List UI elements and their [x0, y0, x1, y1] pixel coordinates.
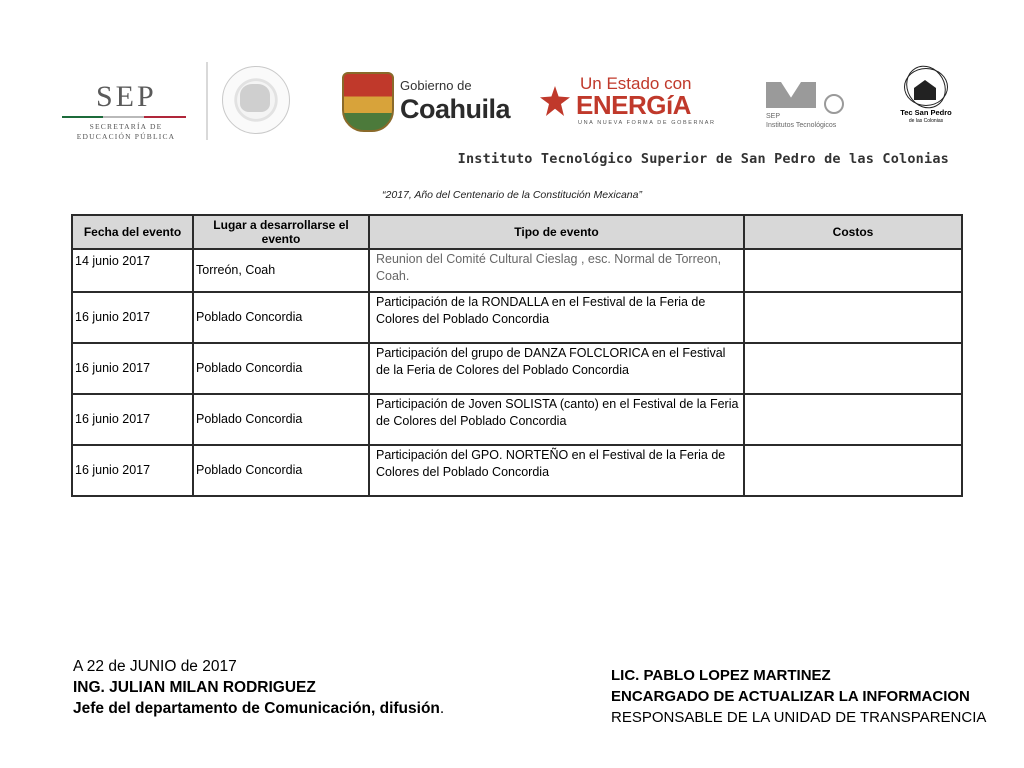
tecnm-logo [764, 80, 854, 132]
coahuila-shield-icon [342, 72, 394, 132]
column-header-type: Tipo de evento [369, 215, 744, 249]
year-motto: “2017, Año del Centenario de la Constitución Mexicana” [382, 189, 642, 201]
event-date: 16 junio 2017 [72, 394, 193, 445]
sep-logo-bar [62, 116, 186, 118]
signer-role-right-2: RESPONSABLE DE LA UNIDAD DE TRANSPARENCIA [611, 709, 987, 726]
table-header-row [72, 215, 962, 249]
event-place: Poblado Concordia [193, 292, 369, 343]
signer-role-left-end: . [439, 700, 445, 717]
coahuila-logo [400, 76, 530, 126]
sep-logo-subtitle [56, 122, 196, 142]
tsp-label-line1: Tec San Pedro [900, 108, 952, 117]
tecnm-label-line1: SEP [766, 113, 781, 120]
signature-block-right [611, 665, 986, 728]
report-date: A 22 de JUNIO de 2017 [73, 658, 237, 675]
event-cost [744, 292, 962, 343]
event-place: Poblado Concordia [193, 343, 369, 394]
column-header-cost: Costos [744, 215, 962, 249]
event-type: Reunion del Comité Cultural Cieslag , esc. Normal de Torreon, Coah. [369, 249, 744, 292]
event-cost [744, 343, 962, 394]
sep-logo [56, 70, 206, 140]
events-table [71, 214, 963, 497]
event-place: Torreón, Coah [193, 249, 369, 292]
tecnm-m-icon [766, 82, 816, 108]
energia-star-icon [540, 86, 570, 116]
event-date: 16 junio 2017 [72, 292, 193, 343]
event-date: 14 junio 2017 [72, 249, 193, 292]
event-place: Poblado Concordia [193, 445, 369, 496]
signer-role-left [73, 698, 444, 719]
coahuila-logo-small: Gobierno de [400, 78, 472, 93]
event-date: 16 junio 2017 [72, 343, 193, 394]
signer-role-right-1: ENCARGADO DE ACTUALIZAR LA INFORMACION [611, 688, 970, 705]
signer-name-left: ING. JULIAN MILAN RODRIGUEZ [73, 679, 316, 696]
tec-san-pedro-label [896, 108, 956, 126]
tecnm-logo-label [766, 112, 836, 130]
table-row [72, 343, 962, 394]
eagle-icon [240, 84, 270, 112]
table-row [72, 445, 962, 496]
sep-logo-word: SEP [96, 80, 157, 113]
energia-logo [540, 72, 720, 128]
energia-logo-top: Un Estado con [580, 74, 692, 93]
column-header-place: Lugar a desarrollarse el evento [193, 215, 369, 249]
energia-logo-tagline: UNA NUEVA FORMA DE GOBERNAR [578, 120, 716, 126]
event-type: Participación del grupo de DANZA FOLCLORICA en el Festival de la Feria de Colores del Poblado Concordia [369, 343, 744, 394]
event-type: Participación de la RONDALLA en el Festival de la Feria de Colores del Poblado Concordia [369, 292, 744, 343]
energia-logo-big: ENERGíA [576, 90, 691, 120]
table-row [72, 249, 962, 292]
mexico-coat-of-arms-icon [206, 62, 290, 140]
sep-subtitle-line2: EDUCACIÓN PÚBLICA [76, 132, 176, 141]
event-date: 16 junio 2017 [72, 445, 193, 496]
logo-strip [56, 62, 956, 142]
event-cost [744, 394, 962, 445]
tsp-label-line2: de las Colonias [908, 118, 944, 124]
institute-name: Instituto Tecnológico Superior de San Pedro de las Colonias [457, 151, 949, 167]
signer-role-left-text: Jefe del departamento de Comunicación, difusión [73, 700, 440, 717]
event-type: Participación del GPO. NORTEÑO en el Festival de la Feria de Colores del Poblado Concordia [369, 445, 744, 496]
event-type: Participación de Joven SOLISTA (canto) en el Festival de la Feria de Colores del Poblado Concordia [369, 394, 744, 445]
event-cost [744, 445, 962, 496]
tec-san-pedro-logo [896, 66, 956, 130]
tecnm-gear-icon [824, 94, 844, 114]
signature-block-left [73, 656, 444, 719]
event-cost [744, 249, 962, 292]
event-place: Poblado Concordia [193, 394, 369, 445]
tecnm-label-line2: Institutos Tecnológicos [766, 122, 837, 129]
table-row [72, 394, 962, 445]
column-header-date: Fecha del evento [72, 215, 193, 249]
table-row [72, 292, 962, 343]
coahuila-logo-big: Coahuila [400, 94, 511, 124]
signer-name-right: LIC. PABLO LOPEZ MARTINEZ [611, 667, 831, 684]
sep-subtitle-line1: SECRETARÍA DE [89, 122, 163, 131]
